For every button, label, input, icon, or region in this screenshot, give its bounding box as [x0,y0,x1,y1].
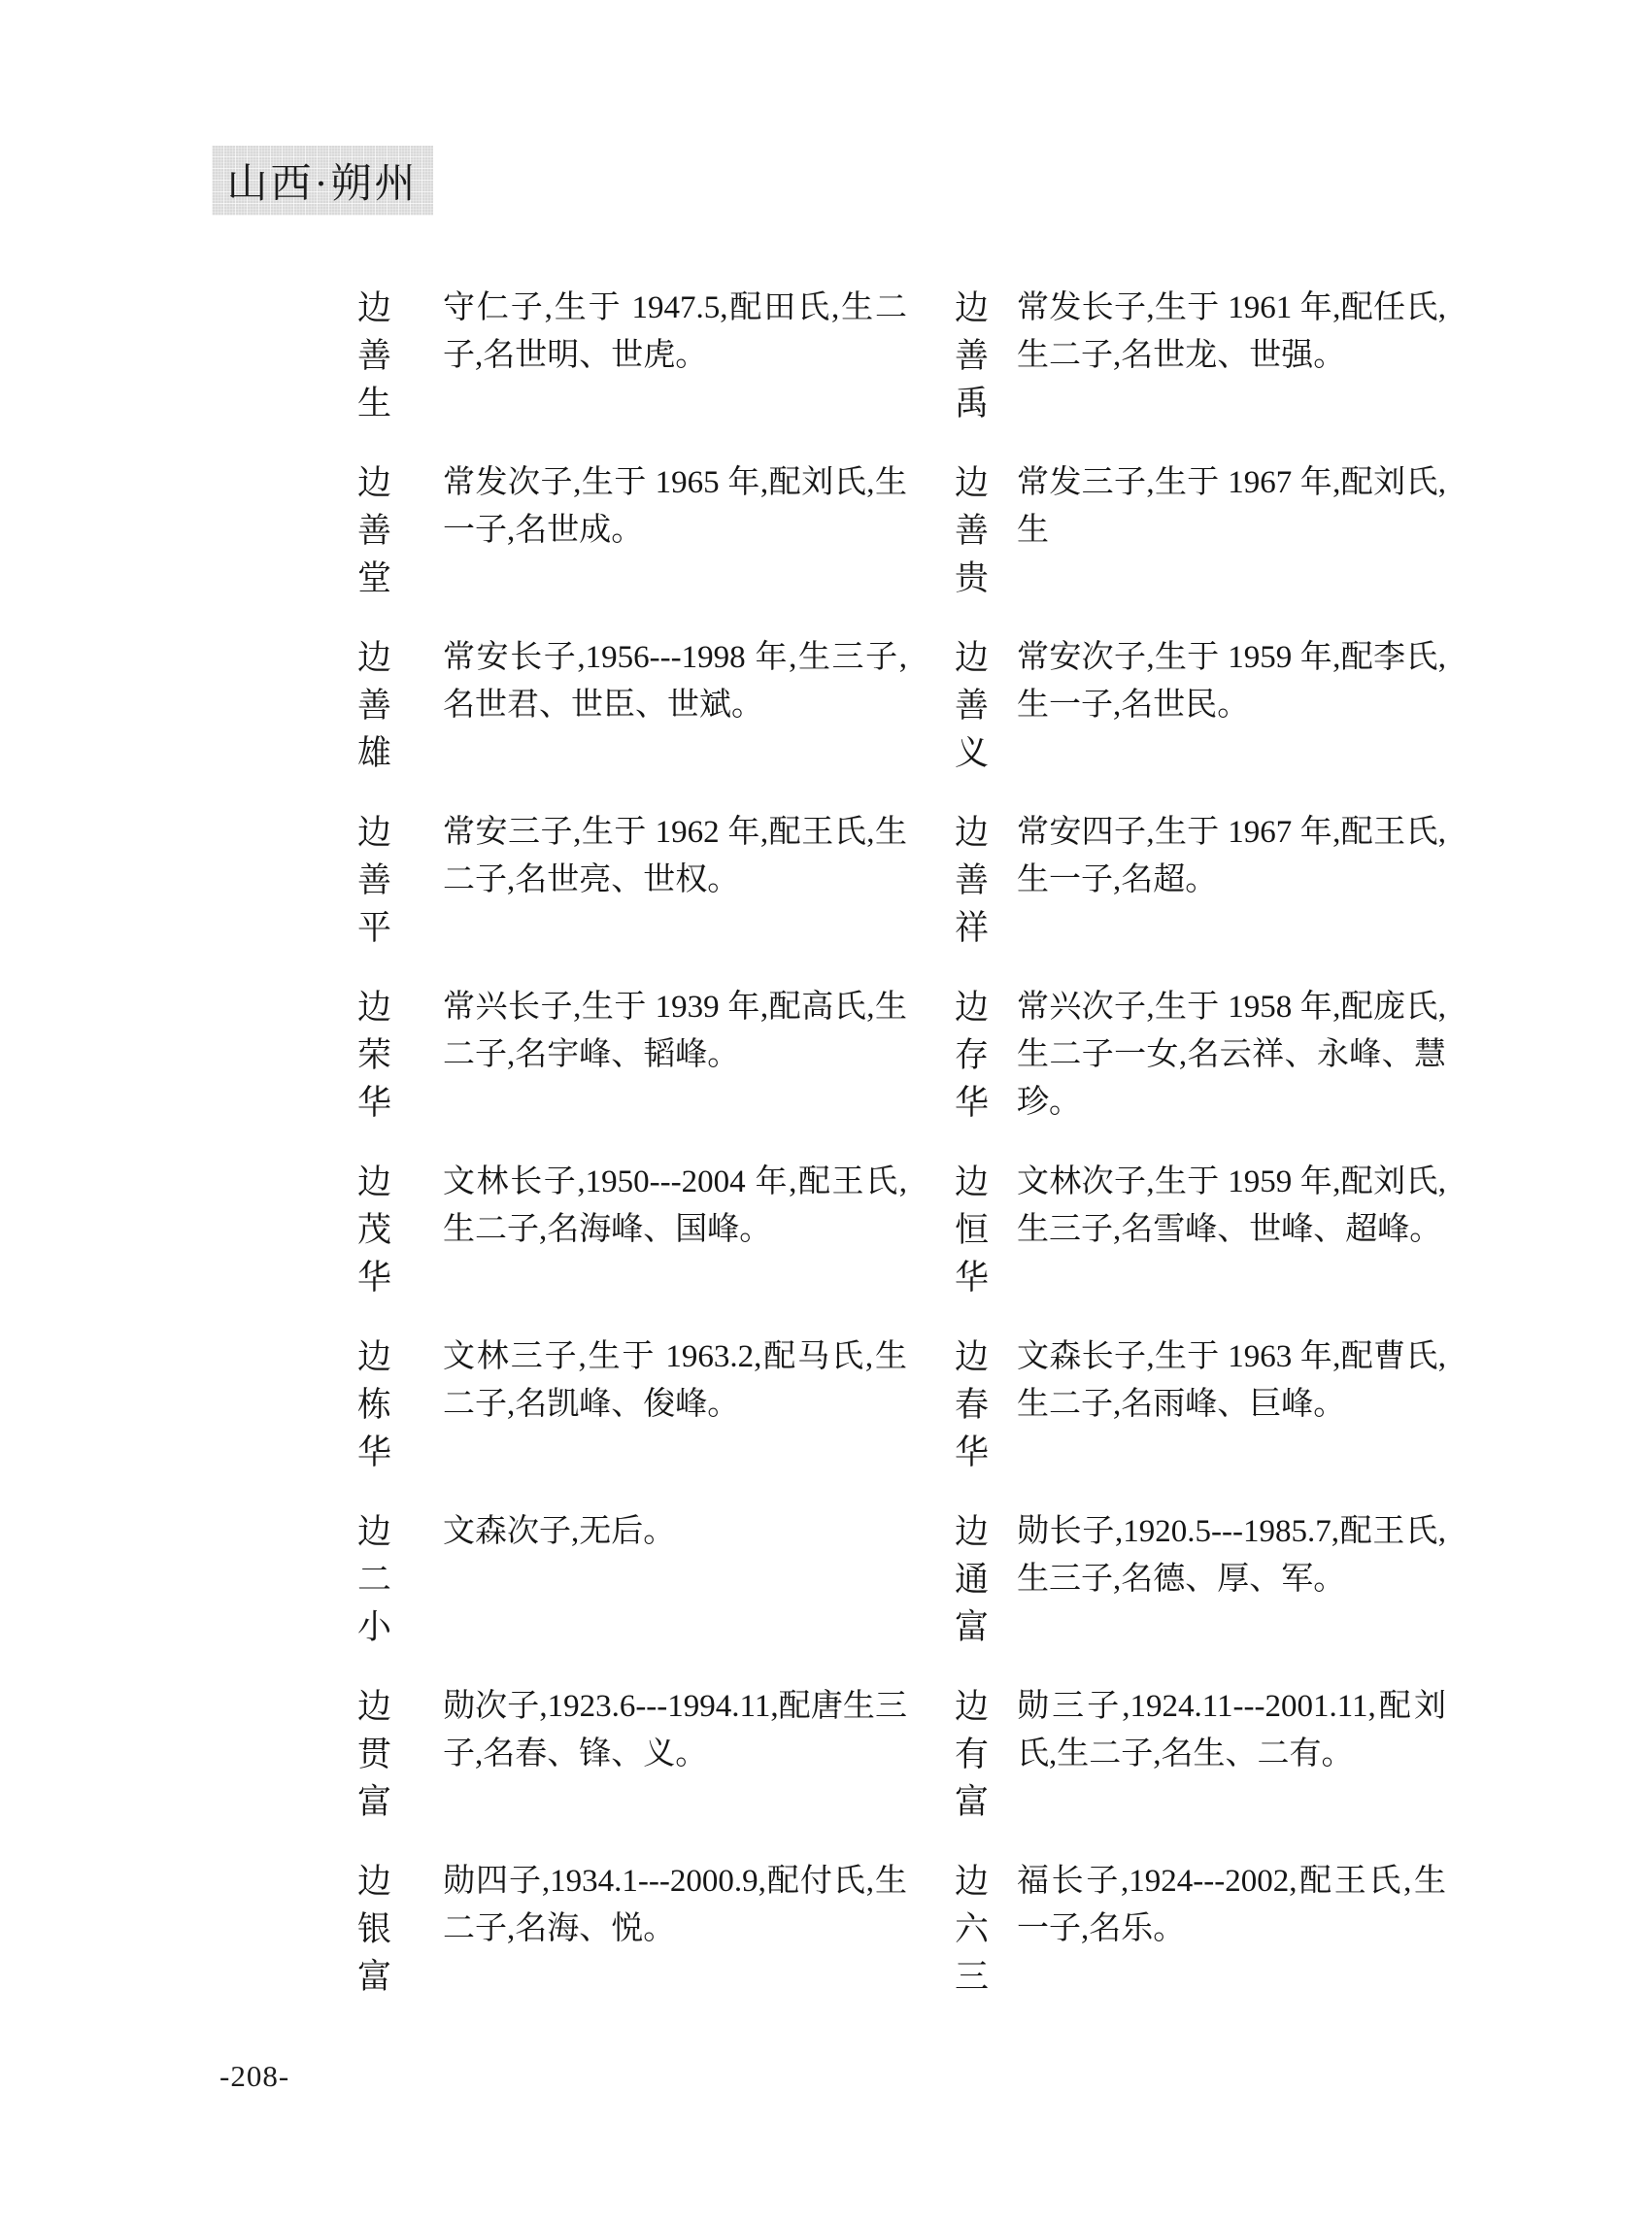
person-record: 文林长子,1950---2004 年,配王氏,生二子,名海峰、国峰。 [443,1164,907,1247]
person-name: 边善雄 [357,639,392,772]
person-record: 文森长子,生于 1963 年,配曹氏,生二子,名雨峰、巨峰。 [1017,1339,1447,1422]
person-name: 边有富 [955,1688,990,1821]
page-number: -208- [219,2059,290,2093]
genealogy-entry [357,1858,907,2033]
person-record: 勋三子,1924.11---2001.11,配刘氏,生二子,名生、二有。 [1017,1689,1446,1771]
genealogy-entry [357,459,907,634]
person-record: 文森次子,无后。 [443,1514,676,1549]
genealogy-entry [357,1333,907,1508]
genealogy-entry [955,984,1446,1159]
genealogy-entry [357,1683,907,1858]
person-name: 边荣华 [357,989,392,1122]
person-record: 勋四子,1934.1---2000.9,配付氏,生二子,名海、悦。 [443,1864,907,1946]
region-header-badge [212,146,433,216]
person-name: 边二小 [357,1513,392,1646]
person-record: 福长子,1924---2002,配王氏,生一子,名乐。 [1017,1864,1446,1946]
person-record: 勋次子,1923.6---1994.11,配唐生三子,名春、锋、义。 [443,1689,907,1771]
person-name: 边善义 [955,639,990,772]
person-record: 常发次子,生于 1965 年,配刘氏,生一子,名世成。 [443,465,907,548]
genealogy-entry [357,809,907,984]
person-name: 边善禹 [955,289,990,422]
genealogy-entry [357,285,907,459]
genealogy-entry [955,1159,1446,1333]
genealogy-entry [955,1683,1446,1858]
person-record: 常安四子,生于 1967 年,配王氏,生一子,名超。 [1017,815,1447,897]
person-record: 常安次子,生于 1959 年,配李氏,生一子,名世民。 [1017,640,1447,723]
person-name: 边贯富 [357,1688,392,1821]
person-record: 文林三子,生于 1963.2,配马氏,生二子,名凯峰、俊峰。 [443,1339,907,1422]
person-name: 边善贵 [955,464,990,597]
genealogy-entry [955,1508,1446,1683]
region-header-label: 山西·朔州 [226,162,419,207]
person-name: 边善堂 [357,464,392,597]
person-name: 边善平 [357,814,392,947]
person-name: 边茂华 [357,1164,392,1297]
person-name: 边春华 [955,1338,990,1471]
genealogy-entry [357,1508,907,1683]
person-record: 常安三子,生于 1962 年,配王氏,生二子,名世亮、世权。 [443,815,907,897]
person-name: 边善生 [357,289,392,422]
person-record: 勋长子,1920.5---1985.7,配王氏,生三子,名德、厚、军。 [1017,1514,1446,1597]
genealogy-entry [955,1333,1446,1508]
genealogy-entry [357,1159,907,1333]
person-name: 边栋华 [357,1338,392,1471]
genealogy-column-right [955,285,1446,2033]
person-name: 边存华 [955,989,990,1122]
person-record: 常发三子,生于 1967 年,配刘氏,生 [1017,465,1447,548]
genealogy-entry [955,285,1446,459]
genealogy-entry [955,1858,1446,2033]
person-record: 常发长子,生于 1961 年,配任氏,生二子,名世龙、世强。 [1017,290,1447,373]
genealogy-entry [357,984,907,1159]
genealogy-entry [955,809,1446,984]
person-record: 守仁子,生于 1947.5,配田氏,生二子,名世明、世虎。 [443,290,907,373]
person-name: 边六三 [955,1863,990,1996]
genealogy-entry [955,634,1446,809]
genealogy-entry [955,459,1446,634]
person-record: 常安长子,1956---1998 年,生三子,名世君、世臣、世斌。 [443,640,907,723]
person-name: 边通富 [955,1513,990,1646]
person-name: 边银富 [357,1863,392,1996]
person-record: 常兴长子,生于 1939 年,配高氏,生二子,名宇峰、韬峰。 [443,990,907,1072]
person-name: 边善祥 [955,814,990,947]
person-record: 常兴次子,生于 1958 年,配庞氏,生二子一女,名云祥、永峰、慧珍。 [1017,990,1447,1120]
person-record: 文林次子,生于 1959 年,配刘氏,生三子,名雪峰、世峰、超峰。 [1017,1164,1447,1247]
genealogy-entry [357,634,907,809]
genealogy-column-left [357,285,907,2033]
person-name: 边恒华 [955,1164,990,1297]
